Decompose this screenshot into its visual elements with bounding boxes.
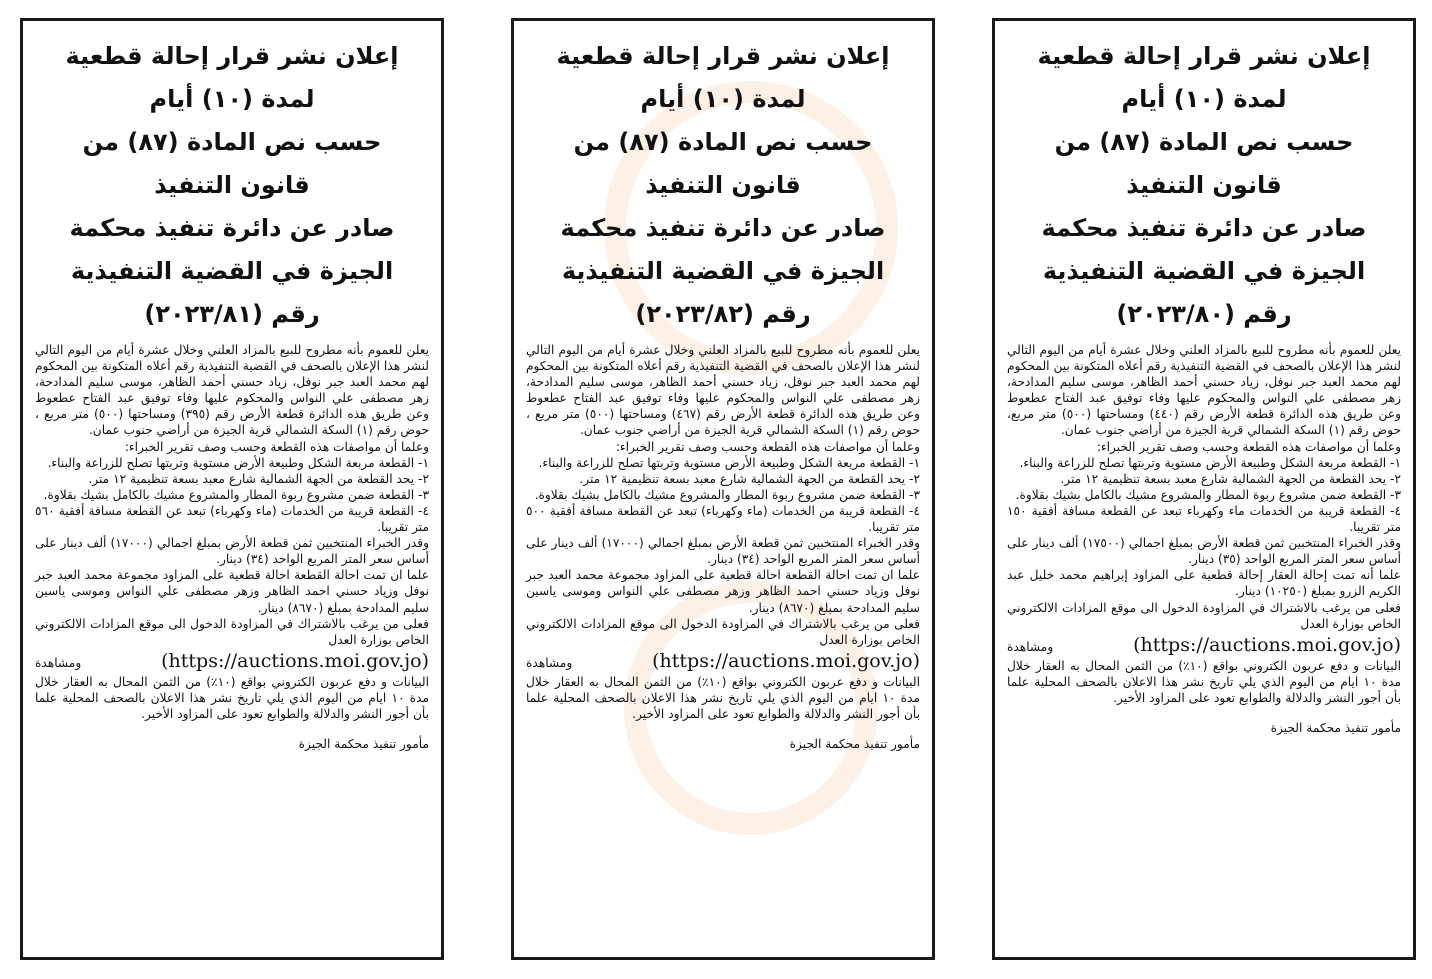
body-paragraph: يعلن للعموم بأنه مطروح للبيع بالمزاد العلني وخلال عشرة أيام من اليوم التالي لنشر هذا الإعلان بالصحف في القضية التنفيذية رقم أعلاه المتكونة بين المحكوم لهم محمد العبد جبر نوفل، زياد حسني أحمد الظاهر، موسى سليم المدادحة، زهر مصطفى علي النواس والمحكوم عليها وفاء توفيق عبد الفتاح عطعوط وعن طريق هذه الدائرة قطعة الأرض رقم (٤٤٠) ومساحتها (٥٠٠) متر مربع، حوض رقم (١) السكة الشمالي قرية الجيزة من أراضي جنوب عمان. xyxy=(1006,343,1401,438)
body-paragraph: ٢- يحد القطعة من الجهة الشمالية شارع معبد بسعة تنظيمية ١٢ متر. xyxy=(579,471,920,486)
body-paragraph: علما أنه تمت إحالة العقار إحالة قطعية على المزاود إبراهيم محمد خليل عبد الكريم الزرو بمبلغ (١٠٢٥٠) دينار. xyxy=(1007,568,1401,599)
heading-line: حسب نص المادة (٨٧) من xyxy=(1054,128,1354,156)
url-line xyxy=(1007,634,1401,656)
notice-panel-middle xyxy=(511,18,935,960)
body-paragraph: ١- القطعة مربعة الشكل وطبيعة الأرض مستوية وتربتها تصلح للزراعة والبناء. xyxy=(47,455,429,470)
heading-line: رقم (٢٠٢٣/٨١) xyxy=(144,300,320,328)
signature: مأمور تنفيذ محكمة الجيزة xyxy=(298,737,429,752)
body-paragraph: فعلى من يرغب بالاشتراك في المزاودة الدخول الى موقع المزادات الالكتروني الخاص بوزارة العدل xyxy=(526,616,920,647)
heading-line: الجيزة في القضية التنفيذية xyxy=(1042,257,1366,285)
closing-paragraph: البيانات و دفع عربون الكتروني بواقع (١٠٪) من الثمن المحال به العقار خلال مدة ١٠ ايام من اليوم الذي يلي تاريخ نشر هذا الاعلان بالصحف المحلية علما بأن أجور النشر والدلالة والطوابع تعود على المزاود الأخير. xyxy=(1007,658,1401,705)
auctions-url-link[interactable]: (https://auctions.moi.gov.jo) xyxy=(161,649,429,672)
body-paragraph: يعلن للعموم بأنه مطروح للبيع بالمزاد العلني وخلال عشرة أيام من اليوم التالي لنشر هذا الإعلان بالصحف في القضية التنفيذية رقم أعلاه المتكونة بين المحكوم لهم محمد العبد جبر نوفل، زياد حسني أحمد الظاهر، موسى سليم المدادحة، زهر مصطفى علي النواس والمحكوم عليها وفاء توفيق عبد الفتاح عطعوط وعن طريق هذه الدائرة قطعة الأرض رقم (٤٦٧) ومساحتها (٥٠٠) متر مربع ، حوض رقم (١) السكة الشمالي قرية الجيزة من أراضي جنوب عمان. xyxy=(525,343,920,438)
heading-line: صادر عن دائرة تنفيذ محكمة xyxy=(560,214,886,242)
heading-line: لمدة (١٠) أيام xyxy=(149,85,315,113)
heading-line: إعلان نشر قرار إحالة قطعية xyxy=(65,42,399,70)
heading-line: صادر عن دائرة تنفيذ محكمة xyxy=(69,214,395,242)
body-paragraph: ١- القطعة مربعة الشكل وطبيعة الأرض مستوية وتربتها تصلح للزراعة والبناء. xyxy=(1019,455,1401,470)
notice-content xyxy=(1007,35,1401,736)
observe-label: ومشاهدة xyxy=(526,655,573,670)
notice-heading xyxy=(35,35,429,336)
heading-line: قانون التنفيذ xyxy=(1126,171,1282,199)
observe-label: ومشاهدة xyxy=(1007,639,1054,654)
body-paragraph: يعلن للعموم بأنه مطروح للبيع بالمزاد العلني وخلال عشرة أيام من اليوم التالي لنشر هذا الإعلان بالصحف في القضية التنفيذية رقم أعلاه المتكونة بين المحكوم لهم محمد العبد جبر نوفل، زياد حسني أحمد الظاهر، موسى سليم المدادحة، زهر مصطفى علي النواس والمحكوم عليها وفاء توفيق عبد الفتاح عطعوط وعن طريق هذه الدائرة قطعة الأرض رقم (٣٩٥) ومساحتها (٥٠٠) متر مربع ، حوض رقم (١) السكة الشمالي قرية الجيزة من أراضي جنوب عمان. xyxy=(34,343,429,438)
heading-line: إعلان نشر قرار إحالة قطعية xyxy=(556,42,890,70)
notice-heading xyxy=(1007,35,1401,336)
body-paragraph: ٣- القطعة ضمن مشروع ربوة المطار والمشروع مشيك بالكامل بشيك بقلاوة. xyxy=(1015,487,1401,502)
heading-line: لمدة (١٠) أيام xyxy=(640,85,806,113)
body-paragraph: فعلى من يرغب بالاشتراك في المزاودة الدخول الى موقع المزادات الالكتروني الخاص بوزارة العدل xyxy=(35,616,429,647)
body-paragraph: ٤- القطعة قريبة من الخدمات (ماء وكهرباء) تبعد عن القطعة مسافة أفقية ٥٠٠ متر تقريبا. xyxy=(526,503,920,535)
body-paragraph: وعلما أن مواصفات هذه القطعة وحسب وصف تقرير الخبراء: xyxy=(615,439,920,454)
heading-line: حسب نص المادة (٨٧) من xyxy=(573,128,873,156)
body-paragraph: ٢- يحد القطعة من الجهة الشمالية شارع معبد بسعة تنظيمية ١٢ متر. xyxy=(1060,471,1401,486)
body-paragraph: ٣- القطعة ضمن مشروع ربوة المطار والمشروع مشيك بالكامل بشيك بقلاوة. xyxy=(534,487,920,502)
body-paragraph: علما ان تمت احالة القطعة احالة قطعية على المزاود مجموعة محمد العبد جبر نوفل وزياد حسني احمد الظاهر وزهر مصطفى علي النواس وموسى ياسين سليم المدادحة بمبلغ (٨٦٧٠) دينار. xyxy=(35,568,429,615)
body-paragraph: ٤- القطعة قريبة من الخدمات (ماء وكهرباء) تبعد عن القطعة مسافة أفقية ٥٦٠ متر تقريبا. xyxy=(35,503,429,535)
heading-line: الجيزة في القضية التنفيذية xyxy=(561,257,885,285)
heading-line: الجيزة في القضية التنفيذية xyxy=(70,257,394,285)
notice-body xyxy=(1007,342,1401,736)
body-paragraph: وعلما أن مواصفات هذه القطعة وحسب وصف تقرير الخبراء: xyxy=(1096,439,1401,454)
signature: مأمور تنفيذ محكمة الجيزة xyxy=(789,737,920,752)
heading-line: إعلان نشر قرار إحالة قطعية xyxy=(1037,42,1371,70)
heading-line: صادر عن دائرة تنفيذ محكمة xyxy=(1041,214,1367,242)
notice-content xyxy=(526,35,920,752)
url-line xyxy=(35,650,429,672)
heading-line: حسب نص المادة (٨٧) من xyxy=(82,128,382,156)
body-paragraph: ٢- يحد القطعة من الجهة الشمالية شارع معبد بسعة تنظيمية ١٢ متر. xyxy=(88,471,429,486)
closing-paragraph: البيانات و دفع عربون الكتروني بواقع (١٠٪) من الثمن المحال به العقار خلال مدة ١٠ ايام من اليوم الذي يلي تاريخ نشر هذا الاعلان بالصحف المحلية علما بأن أجور النشر والدلالة والطوابع تعود على المزاود الأخير. xyxy=(526,674,920,721)
heading-line: رقم (٢٠٢٣/٨٢) xyxy=(635,300,811,328)
body-paragraph: وعلما أن مواصفات هذه القطعة وحسب وصف تقرير الخبراء: xyxy=(124,439,429,454)
notice-panel-right xyxy=(992,18,1416,960)
notice-heading xyxy=(526,35,920,336)
notice-panel-left xyxy=(20,18,444,960)
heading-line: قانون التنفيذ xyxy=(645,171,801,199)
heading-line: قانون التنفيذ xyxy=(154,171,310,199)
notice-content xyxy=(35,35,429,752)
auctions-url-link[interactable]: (https://auctions.moi.gov.jo) xyxy=(652,649,920,672)
body-paragraph: علما ان تمت احالة القطعة احالة قطعية على المزاود مجموعة محمد العبد جبر نوفل وزياد حسني احمد الظاهر وزهر مصطفى علي النواس وموسى ياسين سليم المدادحة بمبلغ (٨٦٧٠) دينار. xyxy=(526,568,920,615)
notice-body xyxy=(526,342,920,752)
body-paragraph: ١- القطعة مربعة الشكل وطبيعة الأرض مستوية وتربتها تصلح للزراعة والبناء. xyxy=(538,455,920,470)
closing-paragraph: البيانات و دفع عربون الكتروني بواقع (١٠٪) من الثمن المحال به العقار خلال مدة ١٠ ايام من اليوم الذي يلي تاريخ نشر هذا الاعلان بالصحف المحلية علما بأن أجور النشر والدلالة والطوابع تعود على المزاود الأخير. xyxy=(35,674,429,721)
body-paragraph: ٣- القطعة ضمن مشروع ربوة المطار والمشروع مشيك بالكامل بشيك بقلاوة. xyxy=(43,487,429,502)
heading-line: لمدة (١٠) أيام xyxy=(1121,85,1287,113)
body-paragraph: وقدر الخبراء المنتخبين ثمن قطعة الأرض بمبلغ اجمالي (١٧٠٠٠) ألف دينار على أساس سعر المتر المربع الواحد (٣٤) دينار. xyxy=(526,536,920,567)
signature: مأمور تنفيذ محكمة الجيزة xyxy=(1270,720,1401,735)
body-paragraph: وقدر الخبراء المنتخبين ثمن قطعة الأرض بمبلغ اجمالي (١٧٠٠٠) ألف دينار على أساس سعر المتر المربع الواحد (٣٤) دينار. xyxy=(35,536,429,567)
heading-line: رقم (٢٠٢٣/٨٠) xyxy=(1116,300,1292,328)
body-paragraph: وقدر الخبراء المنتخبين ثمن قطعة الأرض بمبلغ اجمالي (١٧٥٠٠) ألف دينار على أساس سعر المتر المربع الواحد (٣٥) دينار. xyxy=(1007,536,1401,567)
body-paragraph: فعلى من يرغب بالاشتراك في المزاودة الدخول الى موقع المزادات الالكتروني الخاص بوزارة العدل xyxy=(1007,600,1401,631)
notice-body xyxy=(35,342,429,752)
auctions-url-link[interactable]: (https://auctions.moi.gov.jo) xyxy=(1133,633,1401,656)
url-line xyxy=(526,650,920,672)
body-paragraph: ٤- القطعة قريبة من الخدمات ماء وكهرباء تبعد عن القطعة مسافة أفقية ١٥٠ متر تقريبا. xyxy=(1007,503,1401,535)
observe-label: ومشاهدة xyxy=(35,655,82,670)
